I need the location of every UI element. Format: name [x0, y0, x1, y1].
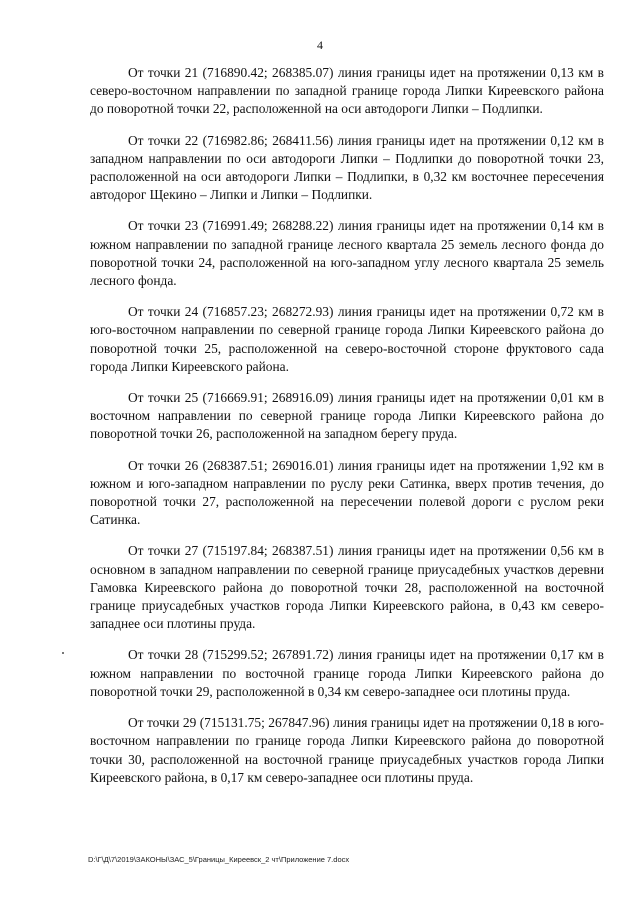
paragraph-point-27: От точки 27 (715197.84; 268387.51) линия границы идет на протяжении 0,56 км в основном в западном направлении по северной границе приусадебных участков деревни Гамовка Киреевского района до поворотной точки 28, расположенной на восточной границе приусадебных участков города Липки Киреевского района, в 0,43 км северо-западнее оси плотины пруда. — [90, 543, 604, 632]
paragraph-point-25: От точки 25 (716669.91; 268916.09) линия границы идет на протяжении 0,01 км в восточном направлении по северной границе города Липки Киреевского района до поворотной точки 26, расположенной на западном берегу пруда. — [90, 390, 604, 442]
document-body — [90, 64, 604, 800]
page-number: 4 — [317, 38, 323, 52]
paragraph-point-24: От точки 24 (716857.23; 268272.93) линия границы идет на протяжении 0,72 км в юго-восточном направлении по северной границе города Липки Киреевского района до поворотной точки 25, расположенной на северо-восточной стороне фруктового сада города Липки Киреевского района. — [90, 304, 604, 374]
margin-mark — [62, 652, 64, 654]
footer-file-path: D:\Г\Д\7\2019\ЗАКОНЫ\ЗАС_5\Границы_Киреевск_2 чт\Приложение 7.docx — [88, 855, 350, 864]
paragraph-point-28: От точки 28 (715299.52; 267891.72) линия границы идет на протяжении 0,17 км в южном направлении по восточной границе города Липки Киреевского района до поворотной точки 29, расположенной в 0,34 км северо-западнее оси плотины пруда. — [90, 647, 604, 699]
paragraph-point-22: От точки 22 (716982.86; 268411.56) линия границы идет на протяжении 0,12 км в западном направлении по оси автодороги Липки – Подлипки до поворотной точки 23, расположенной на оси автодороги Липки – Подлипки, в 0,32 км восточнее пересечения автодорог Щекино – Липки и Липки – Подлипки. — [90, 132, 604, 203]
paragraph-point-21: От точки 21 (716890.42; 268385.07) линия границы идет на протяжении 0,13 км в северо-восточном направлении по западной границе города Липки Киреевского района до поворотной точки 22, расположенной на оси автодороги Липки – Подлипки. — [90, 65, 604, 117]
paragraph-point-26: От точки 26 (268387.51; 269016.01) линия границы идет на протяжении 1,92 км в южном и юго-западном направлении по руслу реки Сатинка, вверх против течения, до поворотной точки 27, расположенной на пересечении полевой дороги с руслом реки Сатинка. — [90, 457, 604, 528]
paragraph-point-23: От точки 23 (716991.49; 268288.22) линия границы идет на протяжении 0,14 км в южном направлении по западной границе лесного квартала 25 земель лесного фонда до поворотной точки 24, расположенной на юго-западном углу лесного квартала 25 земель лесного фонда. — [90, 218, 604, 289]
paragraph-point-29: От точки 29 (715131.75; 267847.96) линия границы идет на протяжении 0,18 в юго-восточном направлении по границе города Липки Киреевского района до поворотной точки 30, расположенной на восточной границе приусадебных участков города Липки Киреевского района, в 0,17 км северо-западнее оси плотины пруда. — [90, 715, 604, 785]
